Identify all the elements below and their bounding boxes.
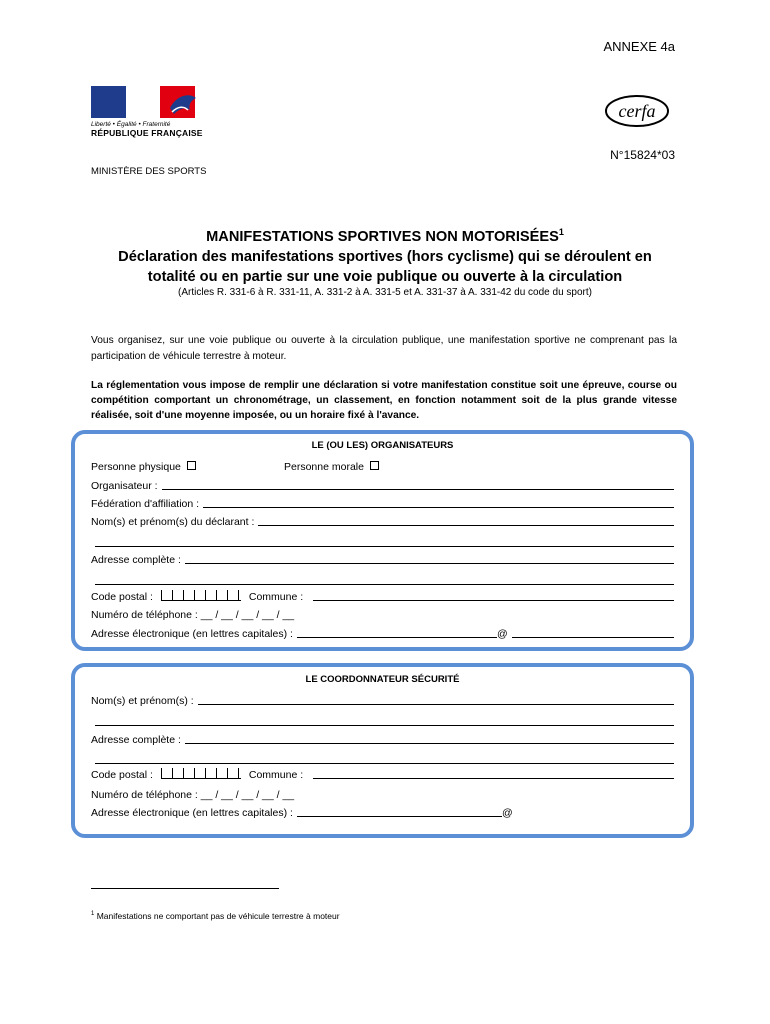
coord-nom-field-line2[interactable] bbox=[95, 724, 674, 726]
coord-email-field[interactable]: Adresse électronique (en lettres capitales) : @ bbox=[91, 807, 513, 819]
coordonnateur-title: LE COORDONNATEUR SÉCURITÉ bbox=[305, 674, 460, 685]
organisateurs-title: LE (OU LES) ORGANISATEURS bbox=[311, 440, 454, 451]
personne-physique-option[interactable]: Personne physique bbox=[91, 460, 196, 474]
adresse-field[interactable]: Adresse complète : bbox=[91, 553, 674, 567]
tricolor-flag bbox=[91, 86, 195, 118]
email-field[interactable]: Adresse électronique (en lettres capitales) : @ bbox=[91, 627, 674, 641]
coord-nom-field[interactable]: Nom(s) et prénom(s) : bbox=[91, 694, 674, 708]
title-footnote-ref: 1 bbox=[558, 227, 564, 237]
cerfa-logo bbox=[604, 94, 670, 128]
title-line1: MANIFESTATIONS SPORTIVES NON MOTORISÉES bbox=[206, 228, 559, 245]
coord-code-postal-input[interactable] bbox=[161, 768, 241, 779]
coord-commune-input[interactable] bbox=[313, 768, 674, 779]
intro-paragraph: Vous organisez, sur une voie publique ou ouverte à la circulation publique, une manifestation sportive ne comprenant pas la participation de véhicule terrestre à moteur. bbox=[91, 335, 677, 362]
cerfa-logo-text: cerfa bbox=[618, 101, 656, 121]
personne-morale-checkbox[interactable] bbox=[370, 461, 379, 470]
ministere-label: MINISTÈRE DES SPORTS bbox=[91, 166, 207, 177]
federation-field[interactable]: Fédération d'affiliation : bbox=[91, 497, 674, 511]
declarant-field[interactable]: Nom(s) et prénom(s) du déclarant : bbox=[91, 515, 674, 529]
rules-paragraph: La réglementation vous impose de remplir une déclaration si votre manifestation constitue soit une épreuve, course ou compétition comportant un chronométrage, un classement, en fonction notamment soit de la plus grande vitesse réalisée, soit d'une moyenne imposée, ou un horaire fixé à l'avance. bbox=[91, 380, 677, 421]
footnote-text: Manifestations ne comportant pas de véhicule terrestre à moteur bbox=[96, 911, 340, 921]
articles-reference: (Articles R. 331-6 à R. 331-11, A. 331-2 à A. 331-5 et A. 331-37 à A. 331-42 du code du sport) bbox=[178, 287, 592, 298]
coord-adresse-field[interactable]: Adresse complète : bbox=[91, 733, 674, 747]
commune-input[interactable] bbox=[313, 590, 674, 601]
footnote-separator bbox=[91, 888, 279, 889]
coord-code-postal-row: Code postal : Commune : bbox=[91, 768, 674, 782]
republique-text: RÉPUBLIQUE FRANÇAISE bbox=[91, 128, 203, 138]
title-line2: Déclaration des manifestations sportives (hors cyclisme) qui se déroulent en bbox=[118, 248, 652, 265]
title-line3: totalité ou en partie sur une voie publique ou ouverte à la circulation bbox=[147, 268, 623, 285]
code-postal-input[interactable] bbox=[161, 590, 241, 601]
annexe-label: ANNEXE 4a bbox=[603, 39, 675, 54]
republique-francaise-logo bbox=[91, 86, 203, 138]
coord-telephone-field[interactable]: Numéro de téléphone : __ / __ / __ / __ / __ bbox=[91, 789, 295, 801]
adresse-field-line2[interactable] bbox=[95, 583, 674, 585]
organisateur-field[interactable]: Organisateur : bbox=[91, 479, 674, 493]
devise-text: Liberté • Égalité • Fraternité bbox=[91, 121, 171, 128]
marianne-icon bbox=[166, 88, 204, 118]
footnote bbox=[91, 911, 340, 921]
declarant-field-line2[interactable] bbox=[95, 545, 674, 547]
coord-adresse-field-line2[interactable] bbox=[95, 762, 674, 764]
footnote-marker: 1 bbox=[91, 911, 95, 918]
telephone-field[interactable]: Numéro de téléphone : __ / __ / __ / __ / __ bbox=[91, 609, 295, 621]
personne-morale-option[interactable]: Personne morale bbox=[284, 460, 379, 474]
cerfa-number: N°15824*03 bbox=[610, 148, 675, 162]
form-title bbox=[60, 222, 710, 287]
code-postal-row: Code postal : Commune : bbox=[91, 590, 674, 604]
personne-physique-checkbox[interactable] bbox=[187, 461, 196, 470]
